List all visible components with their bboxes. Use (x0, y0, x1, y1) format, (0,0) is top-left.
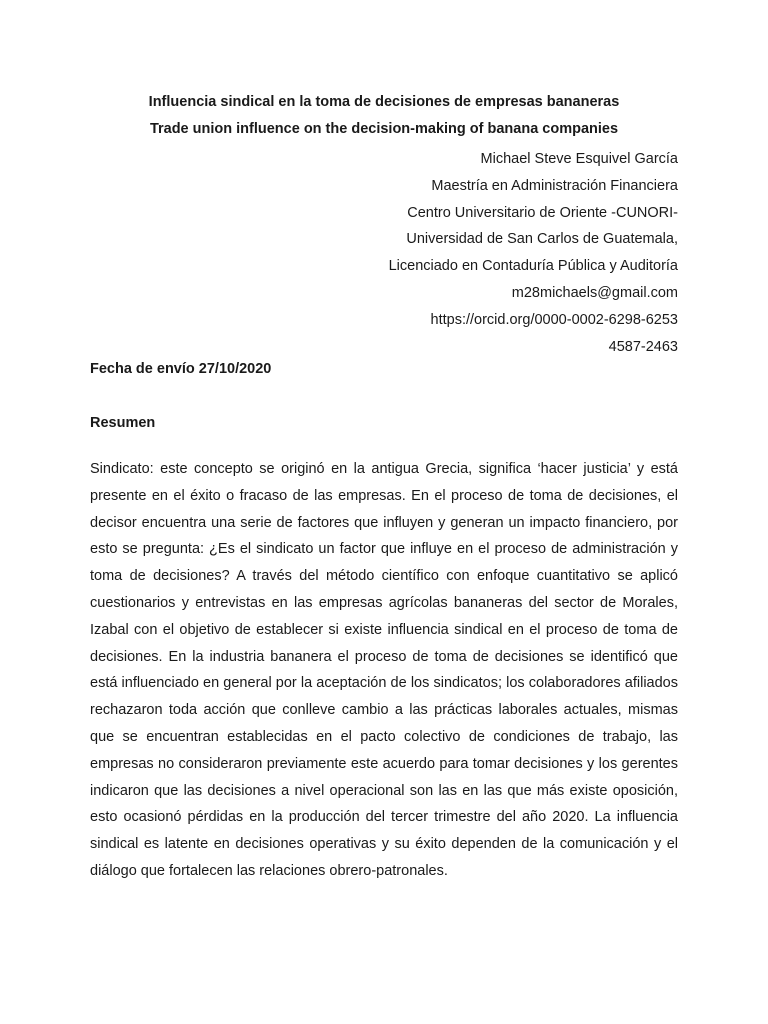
submission-date: Fecha de envío 27/10/2020 (90, 361, 272, 377)
author-email: m28michaels@gmail.com (511, 284, 678, 301)
abstract-body: Sindicato: este concepto se originó en la antigua Grecia, significa ‘hacer justicia’ y está presente en el éxito o fracaso de las empresas. En el proceso de toma de decisiones, el decisor encuentra una serie de factores que influyen y generan un impacto financiero, por esto se pregunta: ¿Es el sindicato un factor que influye en el proceso de administración y toma de decisiones? A través del método científico con enfoque cuantitativo se aplicó cuestionarios y entrevistas en las empresas agrícolas bananeras del sector de Morales, Izabal con el objetivo de establecer si existe influencia sindical en el proceso de toma de decisiones. En la industria bananera el proceso de toma de decisiones se identificó que está influenciado en general por la aceptación de los sindicatos; los colaboradores afiliados rechazaron toda acción que conlleve cambio a las prácticas laborales actuales, mismas que se encuentran establecidas en el pacto colectivo de condiciones de trabajo, las empresas no consideraron previamente este acuerdo para tomar decisiones y los gerentes indicaron que las decisiones a nivel operacional son las en las que más existe oposición, esto ocasionó pérdidas en la producción del tercer trimestre del año 2020. La influencia sindical es latente en decisiones operativas y su éxito dependen de la comunicación y el diálogo que fortalecen las relaciones obrero-patronales. (90, 461, 678, 879)
author-university: Universidad de San Carlos de Guatemala, (406, 231, 678, 248)
author-title: Licenciado en Contaduría Pública y Auditoría (388, 258, 678, 275)
title-english: Trade union influence on the decision-making of banana companies (149, 121, 619, 137)
author-phone: 4587-2463 (608, 338, 678, 355)
title-spanish: Influencia sindical en la toma de decisiones de empresas bananeras (148, 94, 620, 110)
abstract-heading: Resumen (90, 415, 156, 431)
author-block (389, 146, 678, 360)
author-center: Centro Universitario de Oriente -CUNORI- (407, 204, 678, 221)
author-degree: Maestría en Administración Financiera (431, 177, 678, 194)
author-name: Michael Steve Esquivel García (480, 151, 678, 167)
author-orcid: https://orcid.org/0000-0002-6298-6253 (430, 311, 678, 328)
